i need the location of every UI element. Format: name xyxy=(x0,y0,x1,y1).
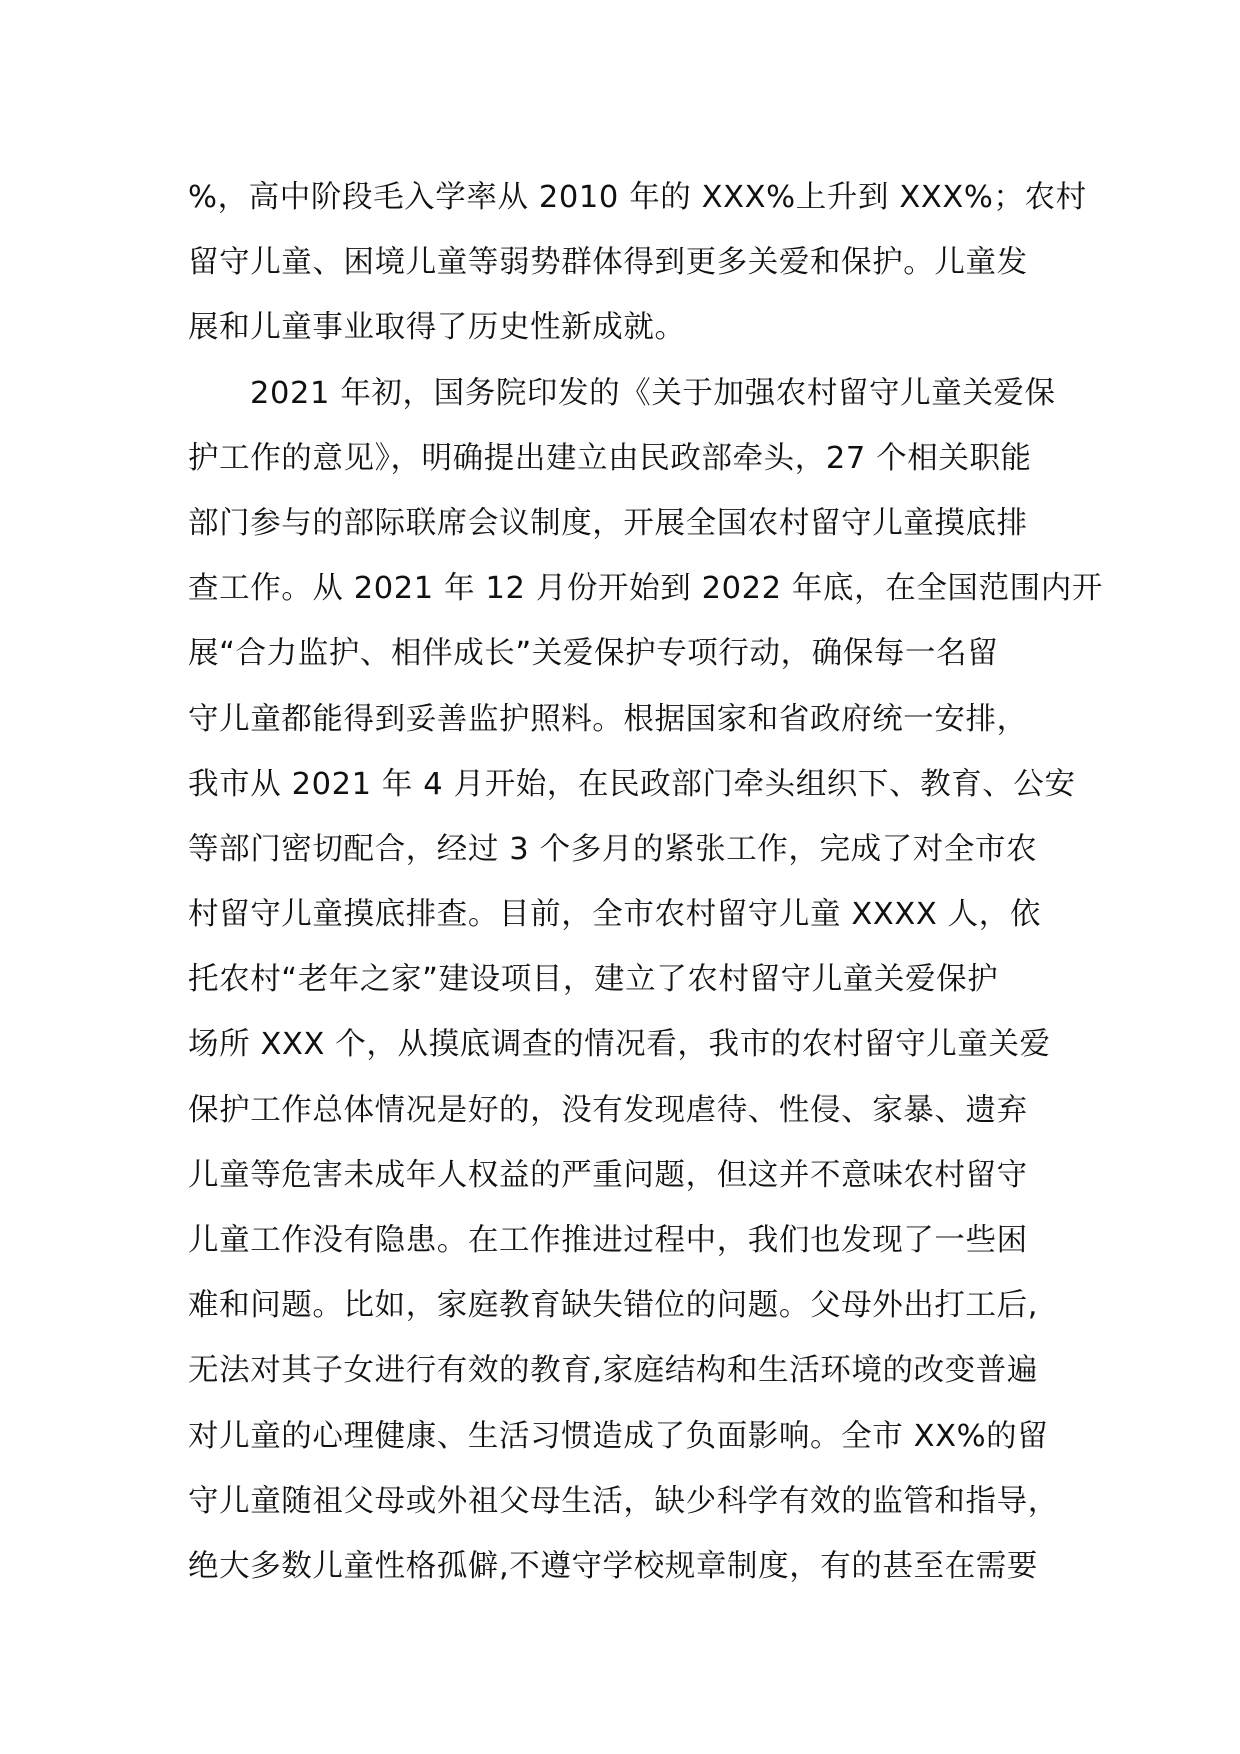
text-line: 查工作。从 2021 年 12 月份开始到 2022 年底，在全国范围内开 xyxy=(188,571,1103,607)
text-line: 守儿童随祖父母或外祖父母生活，缺少科学有效的监管和指导， xyxy=(188,1483,1059,1519)
body-text xyxy=(188,165,1103,1599)
text-line: 绝大多数儿童性格孤僻,不遵守学校规章制度，有的甚至在需要 xyxy=(188,1548,1038,1584)
text-line: 展和儿童事业取得了历史性新成就。 xyxy=(188,310,686,346)
text-line: 对儿童的心理健康、生活习惯造成了负面影响。全市 XX%的留 xyxy=(188,1418,1049,1454)
text-line: 儿童等危害未成年人权益的严重问题，但这并不意味农村留守 xyxy=(188,1157,1028,1193)
text-line: 展“合力监护、相伴成长”关爱保护专项行动，确保每一名留 xyxy=(188,636,999,672)
text-line: 托农村“老年之家”建设项目，建立了农村留守儿童关爱保护 xyxy=(188,962,999,998)
paragraph-first-line: 2021 年初，国务院印发的《关于加强农村留守儿童关爱保 xyxy=(250,375,1056,411)
text-line: 等部门密切配合，经过 3 个多月的紧张工作，完成了对全市农 xyxy=(188,831,1038,867)
text-line: 儿童工作没有隐患。在工作推进过程中，我们也发现了一些困 xyxy=(188,1223,1028,1258)
text-line: %，高中阶段毛入学率从 2010 年的 XXX%上升到 XXX%；农村 xyxy=(188,180,1087,215)
text-line: 我市从 2021 年 4 月开始，在民政部门牵头组织下、教育、公安 xyxy=(188,766,1076,802)
text-line: 场所 XXX 个，从摸底调查的情况看，我市的农村留守儿童关爱 xyxy=(188,1027,1051,1063)
text-line: 部门参与的部际联席会议制度，开展全国农村留守儿童摸底排 xyxy=(188,505,1028,541)
text-line: 村留守儿童摸底排查。目前，全市农村留守儿童 XXXX 人，依 xyxy=(188,897,1041,933)
text-line: 守儿童都能得到妥善监护照料。根据国家和省政府统一安排， xyxy=(188,701,1028,737)
text-line: 留守儿童、困境儿童等弱势群体得到更多关爱和保护。儿童发 xyxy=(188,245,1028,281)
text-line: 无法对其子女进行有效的教育,家庭结构和生活环境的改变普遍 xyxy=(188,1353,1038,1389)
text-line: 护工作的意见》，明确提出建立由民政部牵头，27 个相关职能 xyxy=(188,440,1032,476)
text-line: 保护工作总体情况是好的，没有发现虐待、性侵、家暴、遗弃 xyxy=(188,1092,1028,1128)
text-line: 难和问题。比如，家庭教育缺失错位的问题。父母外出打工后, xyxy=(188,1288,1038,1324)
